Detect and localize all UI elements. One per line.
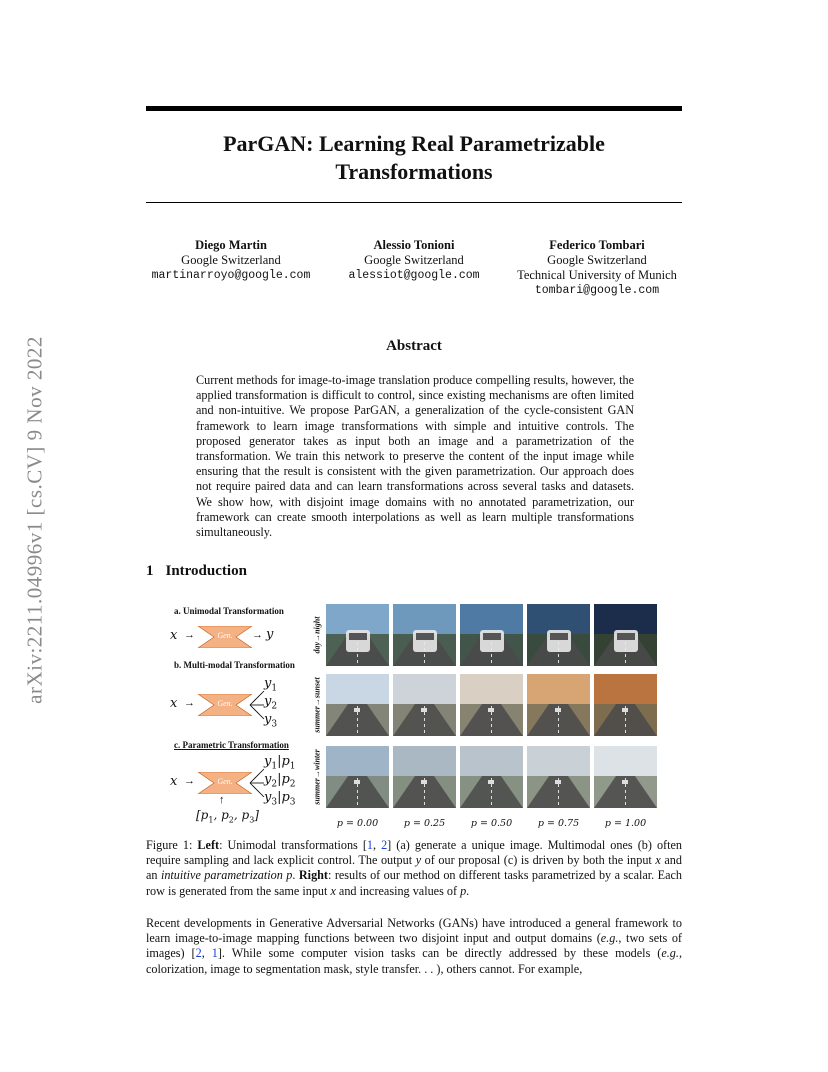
output-y1: $y_1$ [264, 676, 278, 694]
result-image [326, 604, 389, 666]
label-parametric: c. Parametric Transformation [174, 740, 289, 750]
section-heading: 1 Introduction [146, 563, 247, 579]
figure-results-grid [310, 600, 662, 830]
generator-box: Gen. [198, 772, 252, 794]
citation-link[interactable]: 2 [195, 946, 202, 961]
abstract-text: Current methods for image-to-image translation produce compelling results, however, the applied transformation is difficult to control, since existing mechanisms are often limited and non-intuitive. We propose ParGAN, a generalization of the cycle-consistent GAN framework to learn image transformations with simple and intuitive controls. The proposed generator takes as input both an image and a parametrization of the transformation. We train this network to preserve the content of the input image while ensuring that the result is consistent with the given parametrization. Our approach does not require paired data and can learn transformations across several tasks and datasets. We show how, with disjoint image domains with no annotated parametrization, our framework can create smooth interpolations as well as learn multiple transformations simultaneously. [196, 373, 634, 540]
arxiv-id: arXiv:2211.04996v1 [cs.CV] 9 Nov 2022 [22, 336, 47, 704]
output-y: y [266, 627, 274, 642]
result-image [393, 604, 456, 666]
output-y3-p3: $y_3|p_3$ [264, 790, 296, 808]
row-label: summer→winter [312, 749, 322, 805]
author-email: alessiot@google.com [348, 269, 480, 282]
author-email: tombari@google.com [534, 284, 660, 297]
result-image [527, 604, 590, 666]
row-label: summer→sunset [312, 677, 322, 733]
author-email: martinarroyo@google.com [151, 269, 311, 282]
author-2: Alessio Tonioni Google Switzerland alessiot@google.com [344, 238, 484, 298]
arxiv-sidebar [20, 290, 50, 750]
result-image [460, 746, 523, 808]
generator-box: Gen. [198, 694, 252, 716]
title-rule-bottom [146, 202, 682, 203]
param-vector: [$p_1$, $p_2$, $p_3$] [196, 808, 259, 825]
output-y2-p2: $y_2|p_2$ [264, 772, 296, 790]
output-y2: $y_2$ [264, 694, 278, 712]
p-value-label: p = 0.50 [470, 818, 513, 829]
p-value-label: p = 0.00 [336, 818, 379, 829]
intro-paragraph: Recent developments in Generative Adversarial Networks (GANs) have introduced a general framework to learn image-to-image mapping functions between two disjoint input and output domains (e.g., two sets of images) [2, 1]. While some computer vision tasks can be directly addressed by these models (e.g., colorization, image to segmentation mask, style transfer. . . ), others cannot. For example, [146, 916, 682, 976]
result-image [594, 674, 657, 736]
output-y1-p1: $y_1|p_1$ [264, 754, 296, 772]
title-rule-top [146, 106, 682, 111]
label-unimodal: a. Unimodal Transformation [174, 606, 284, 616]
arrow-icon: → [184, 697, 195, 709]
arrow-up-icon: ↑ [219, 794, 225, 806]
generator-box: Gen. [198, 626, 252, 648]
result-image [393, 746, 456, 808]
input-x: x [170, 628, 178, 643]
p-value-label: p = 0.25 [403, 818, 446, 829]
arrow-icon: → [184, 629, 195, 641]
result-image [460, 674, 523, 736]
result-image [527, 674, 590, 736]
arrow-icon: → [252, 629, 263, 641]
figure-schematic [160, 600, 310, 830]
citation-link[interactable]: 2 [381, 838, 388, 852]
citation-link[interactable]: 1 [211, 946, 218, 961]
output-y3: $y_3$ [264, 712, 278, 730]
result-image [393, 674, 456, 736]
result-image [594, 746, 657, 808]
input-x: x [170, 774, 178, 789]
input-x: x [170, 696, 178, 711]
row-label: day→night [312, 616, 322, 654]
arrow-icon: → [184, 775, 195, 787]
result-image [460, 604, 523, 666]
citation-link[interactable]: 1 [366, 838, 373, 852]
p-value-label: p = 1.00 [604, 818, 647, 829]
result-image [326, 746, 389, 808]
author-1: Diego Martin Google Switzerland martinarroyo@google.com [146, 238, 316, 298]
label-multimodal: b. Multi-modal Transformation [174, 660, 295, 670]
result-image [326, 674, 389, 736]
abstract-heading: Abstract [386, 338, 442, 354]
result-image [527, 746, 590, 808]
result-image [594, 604, 657, 666]
paper-title: ParGAN: Learning Real Parametrizable Transformations [223, 131, 605, 184]
p-value-label: p = 0.75 [537, 818, 580, 829]
author-3: Federico Tombari Google Switzerland Technical University of Munich tombari@google.com [512, 238, 682, 298]
figure-caption: Figure 1: Left: Unimodal transformations [1, 2] (a) generate a unique image. Multimodal ones (b) often require sampling and lack explicit control. The output y of our proposal (c) is driven by both the input x and an intuitive parametrization p. Right: results of our method on different tasks parametrized by a scalar. Each row is generated from the same input x and increasing values of p. [146, 838, 682, 898]
author-block [146, 238, 682, 298]
